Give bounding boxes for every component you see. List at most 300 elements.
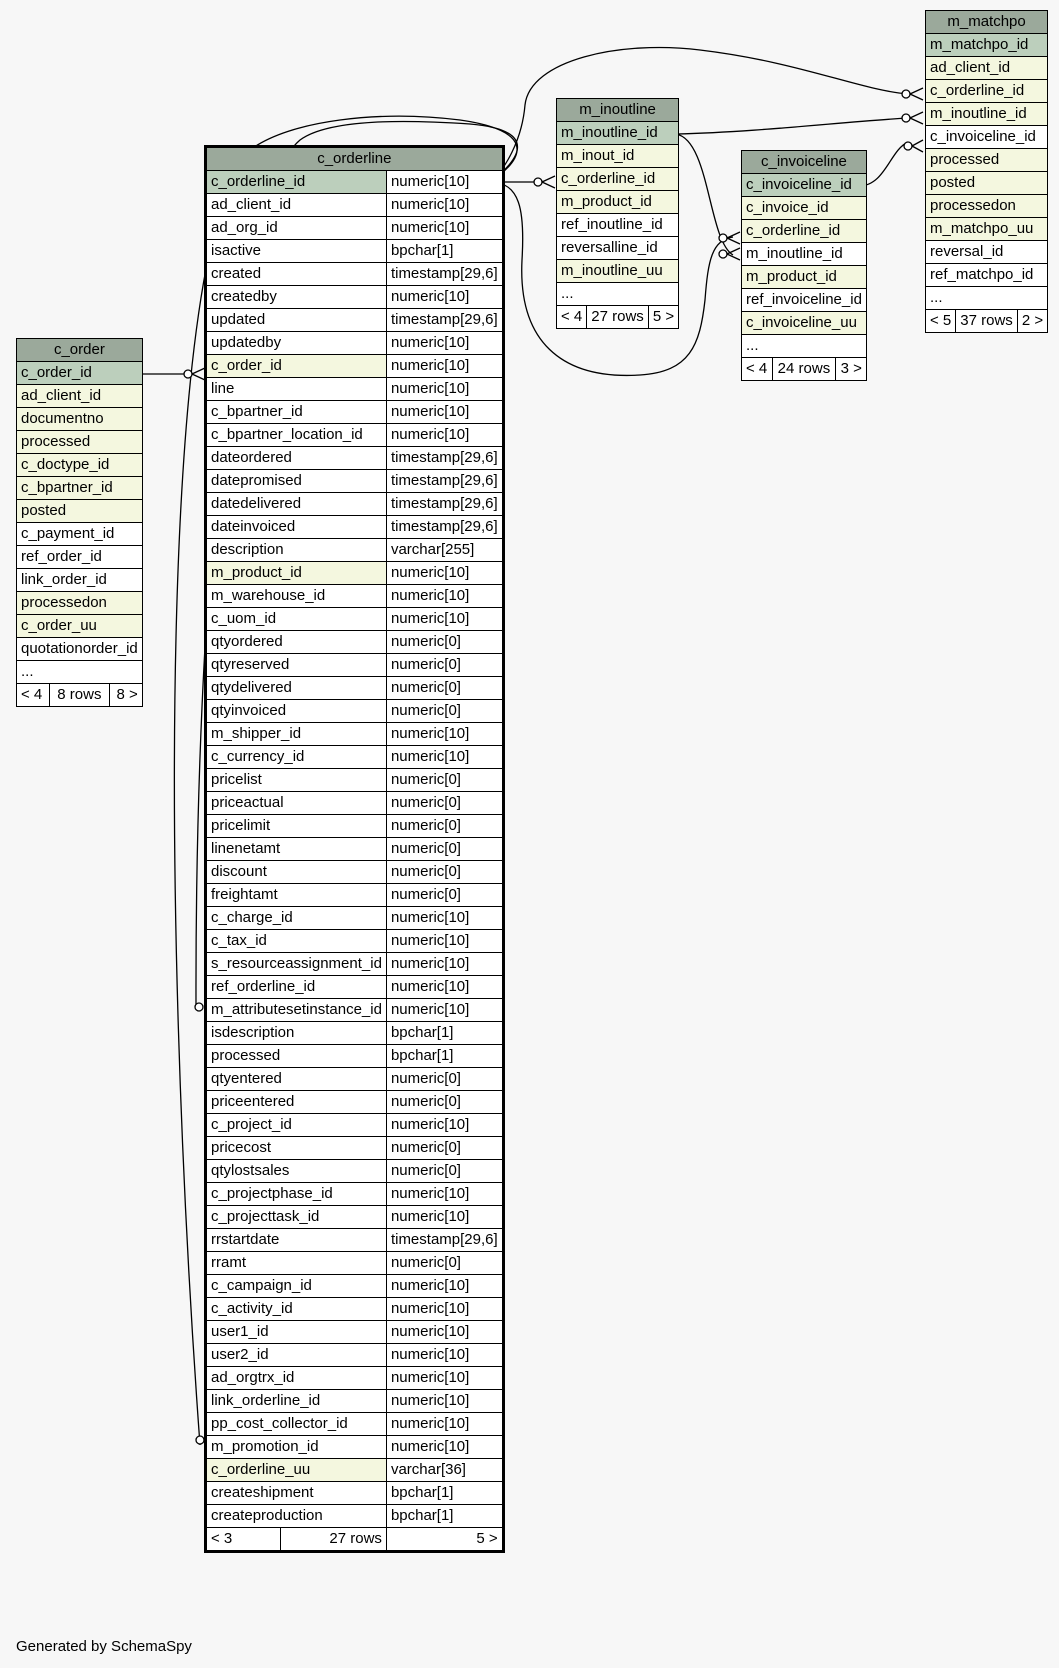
column-name[interactable]: c_order_uu: [17, 615, 143, 638]
children-count[interactable]: 5 >: [648, 306, 678, 329]
column-type[interactable]: numeric[10]: [386, 723, 503, 746]
column-name[interactable]: processed: [206, 1045, 387, 1068]
column-type[interactable]: timestamp[29,6]: [386, 1229, 503, 1252]
column-row[interactable]: [206, 378, 504, 401]
column-row[interactable]: [206, 1482, 504, 1505]
table-header[interactable]: m_inoutline: [557, 99, 679, 122]
column-name[interactable]: c_orderline_id: [926, 80, 1048, 103]
column-row[interactable]: [206, 907, 504, 930]
column-name[interactable]: isdescription: [206, 1022, 387, 1045]
column-name[interactable]: rrstartdate: [206, 1229, 387, 1252]
column-name[interactable]: ...: [17, 661, 143, 684]
column-row[interactable]: [17, 661, 143, 684]
column-name[interactable]: qtyentered: [206, 1068, 387, 1091]
column-type[interactable]: timestamp[29,6]: [386, 309, 503, 332]
column-name[interactable]: m_attributesetinstance_id: [206, 999, 387, 1022]
column-row[interactable]: [742, 312, 867, 335]
column-name[interactable]: qtyordered: [206, 631, 387, 654]
column-row[interactable]: [17, 385, 143, 408]
column-name[interactable]: m_promotion_id: [206, 1436, 387, 1459]
column-name[interactable]: pricelist: [206, 769, 387, 792]
table-footer: [742, 358, 867, 381]
table-footer: [17, 684, 143, 707]
column-row[interactable]: [742, 289, 867, 312]
column-row[interactable]: [206, 838, 504, 861]
column-row[interactable]: [17, 546, 143, 569]
column-row[interactable]: [206, 585, 504, 608]
column-row[interactable]: [926, 195, 1048, 218]
column-row[interactable]: [206, 1344, 504, 1367]
parents-count[interactable]: < 4: [557, 306, 587, 329]
column-type[interactable]: numeric[10]: [386, 999, 503, 1022]
table-c_order[interactable]: [16, 338, 143, 707]
column-row[interactable]: [206, 1022, 504, 1045]
column-name[interactable]: dateinvoiced: [206, 516, 387, 539]
parents-count[interactable]: < 4: [742, 358, 773, 381]
column-type[interactable]: numeric[0]: [386, 700, 503, 723]
column-name[interactable]: pricelimit: [206, 815, 387, 838]
column-type[interactable]: numeric[10]: [386, 746, 503, 769]
column-type[interactable]: numeric[0]: [386, 1160, 503, 1183]
connector-c_invoiceline-c_orderline_id: [719, 234, 727, 242]
column-type[interactable]: numeric[10]: [386, 1321, 503, 1344]
column-row[interactable]: [206, 332, 504, 355]
column-row[interactable]: [206, 240, 504, 263]
column-name[interactable]: ref_invoiceline_id: [742, 289, 867, 312]
column-type[interactable]: numeric[10]: [386, 1206, 503, 1229]
column-row[interactable]: [17, 408, 143, 431]
column-name[interactable]: link_order_id: [17, 569, 143, 592]
column-name[interactable]: c_orderline_uu: [206, 1459, 387, 1482]
column-row[interactable]: [206, 976, 504, 999]
column-row[interactable]: [926, 57, 1048, 80]
row-count[interactable]: 27 rows: [280, 1528, 386, 1552]
column-row[interactable]: [17, 500, 143, 523]
column-type[interactable]: numeric[0]: [386, 654, 503, 677]
column-row[interactable]: [206, 677, 504, 700]
parents-count[interactable]: < 5: [926, 310, 956, 333]
column-row[interactable]: [206, 999, 504, 1022]
column-row[interactable]: [206, 884, 504, 907]
column-name[interactable]: c_campaign_id: [206, 1275, 387, 1298]
column-type[interactable]: numeric[10]: [386, 1183, 503, 1206]
column-name[interactable]: m_inoutline_uu: [557, 260, 679, 283]
column-row[interactable]: [206, 447, 504, 470]
connector-m_matchpo-m_inoutline_id: [902, 114, 910, 122]
column-name[interactable]: ad_client_id: [926, 57, 1048, 80]
column-name[interactable]: datedelivered: [206, 493, 387, 516]
column-type[interactable]: numeric[10]: [386, 1344, 503, 1367]
column-name[interactable]: m_matchpo_id: [926, 34, 1048, 57]
column-type[interactable]: numeric[0]: [386, 1091, 503, 1114]
column-row[interactable]: [17, 615, 143, 638]
column-name[interactable]: c_invoiceline_id: [926, 126, 1048, 149]
parents-count[interactable]: < 3: [206, 1528, 281, 1552]
column-name[interactable]: pp_cost_collector_id: [206, 1413, 387, 1436]
column-name[interactable]: ref_matchpo_id: [926, 264, 1048, 287]
column-name[interactable]: qtyinvoiced: [206, 700, 387, 723]
column-type[interactable]: numeric[0]: [386, 861, 503, 884]
column-type[interactable]: numeric[0]: [386, 884, 503, 907]
column-type[interactable]: numeric[10]: [386, 1275, 503, 1298]
column-type[interactable]: timestamp[29,6]: [386, 447, 503, 470]
column-row[interactable]: [206, 1459, 504, 1482]
column-name[interactable]: ...: [557, 283, 679, 306]
column-type[interactable]: numeric[0]: [386, 677, 503, 700]
column-name[interactable]: c_orderline_id: [206, 171, 387, 194]
column-row[interactable]: [206, 1160, 504, 1183]
column-type[interactable]: varchar[36]: [386, 1459, 503, 1482]
connector-m_inoutline-c_orderline_id: [534, 178, 542, 186]
column-name[interactable]: posted: [926, 172, 1048, 195]
column-name[interactable]: m_inoutline_id: [926, 103, 1048, 126]
connector-c_invoiceline-m_inoutline_id: [719, 250, 727, 258]
column-name[interactable]: c_projectphase_id: [206, 1183, 387, 1206]
column-row[interactable]: [206, 401, 504, 424]
column-type[interactable]: numeric[10]: [386, 608, 503, 631]
column-row[interactable]: [926, 126, 1048, 149]
column-name[interactable]: processed: [926, 149, 1048, 172]
column-row[interactable]: [206, 1390, 504, 1413]
column-name[interactable]: processedon: [926, 195, 1048, 218]
column-name[interactable]: pricecost: [206, 1137, 387, 1160]
row-count[interactable]: 37 rows: [956, 310, 1018, 333]
column-name[interactable]: createdby: [206, 286, 387, 309]
column-name[interactable]: created: [206, 263, 387, 286]
column-name[interactable]: ad_client_id: [17, 385, 143, 408]
column-name[interactable]: ...: [742, 335, 867, 358]
column-name[interactable]: priceactual: [206, 792, 387, 815]
column-row[interactable]: [206, 1436, 504, 1459]
column-name[interactable]: ad_orgtrx_id: [206, 1367, 387, 1390]
column-name[interactable]: c_doctype_id: [17, 454, 143, 477]
column-row[interactable]: [206, 516, 504, 539]
column-type[interactable]: numeric[0]: [386, 769, 503, 792]
column-row[interactable]: [926, 218, 1048, 241]
connector-m_matchpo-c_orderline_id: [902, 90, 910, 98]
column-row[interactable]: [206, 1252, 504, 1275]
column-row[interactable]: [206, 1045, 504, 1068]
column-name[interactable]: datepromised: [206, 470, 387, 493]
column-type[interactable]: numeric[10]: [386, 976, 503, 999]
column-type[interactable]: numeric[10]: [386, 1367, 503, 1390]
column-type[interactable]: numeric[10]: [386, 1390, 503, 1413]
column-name[interactable]: reversalline_id: [557, 237, 679, 260]
column-name[interactable]: c_charge_id: [206, 907, 387, 930]
column-name[interactable]: c_activity_id: [206, 1298, 387, 1321]
table-c_orderline[interactable]: [204, 145, 505, 1553]
column-row[interactable]: [206, 953, 504, 976]
table-header[interactable]: m_matchpo: [926, 11, 1048, 34]
column-name[interactable]: m_inoutline_id: [742, 243, 867, 266]
column-name[interactable]: dateordered: [206, 447, 387, 470]
column-row[interactable]: [206, 930, 504, 953]
column-name[interactable]: qtylostsales: [206, 1160, 387, 1183]
column-name[interactable]: linenetamt: [206, 838, 387, 861]
column-type[interactable]: timestamp[29,6]: [386, 516, 503, 539]
column-type[interactable]: numeric[10]: [386, 562, 503, 585]
column-type[interactable]: numeric[10]: [386, 1298, 503, 1321]
connector-c_orderline-c_order_id: [184, 370, 192, 378]
column-type[interactable]: numeric[10]: [386, 953, 503, 976]
column-type[interactable]: varchar[255]: [386, 539, 503, 562]
column-type[interactable]: numeric[10]: [386, 401, 503, 424]
column-row[interactable]: [557, 168, 679, 191]
column-type[interactable]: numeric[0]: [386, 1252, 503, 1275]
column-row[interactable]: [206, 769, 504, 792]
column-row[interactable]: [17, 454, 143, 477]
column-row[interactable]: [17, 477, 143, 500]
column-name[interactable]: m_warehouse_id: [206, 585, 387, 608]
column-type[interactable]: numeric[10]: [386, 194, 503, 217]
column-type[interactable]: bpchar[1]: [386, 1022, 503, 1045]
column-row[interactable]: [206, 1206, 504, 1229]
column-type[interactable]: numeric[10]: [386, 171, 503, 194]
column-name[interactable]: discount: [206, 861, 387, 884]
column-row[interactable]: [926, 103, 1048, 126]
column-type[interactable]: numeric[0]: [386, 838, 503, 861]
column-row[interactable]: [206, 539, 504, 562]
column-name[interactable]: rramt: [206, 1252, 387, 1275]
column-type[interactable]: numeric[10]: [386, 930, 503, 953]
column-row[interactable]: [206, 1275, 504, 1298]
column-name[interactable]: processedon: [17, 592, 143, 615]
children-count[interactable]: 5 >: [386, 1528, 503, 1552]
column-row[interactable]: [742, 174, 867, 197]
column-name[interactable]: c_uom_id: [206, 608, 387, 631]
column-row[interactable]: [206, 1091, 504, 1114]
column-row[interactable]: [206, 1114, 504, 1137]
column-row[interactable]: [557, 260, 679, 283]
column-name[interactable]: user2_id: [206, 1344, 387, 1367]
column-name[interactable]: c_order_id: [17, 362, 143, 385]
column-row[interactable]: [742, 266, 867, 289]
column-type[interactable]: bpchar[1]: [386, 1045, 503, 1068]
column-row[interactable]: [926, 264, 1048, 287]
column-name[interactable]: c_projecttask_id: [206, 1206, 387, 1229]
column-type[interactable]: numeric[10]: [386, 378, 503, 401]
connector-link_orderline_id: [196, 1436, 204, 1444]
column-row[interactable]: [206, 1321, 504, 1344]
column-name[interactable]: c_project_id: [206, 1114, 387, 1137]
column-name[interactable]: c_order_id: [206, 355, 387, 378]
column-name[interactable]: qtydelivered: [206, 677, 387, 700]
column-name[interactable]: processed: [17, 431, 143, 454]
column-row[interactable]: [206, 1505, 504, 1528]
column-row[interactable]: [557, 122, 679, 145]
table-footer: [206, 1528, 504, 1552]
column-type[interactable]: numeric[10]: [386, 585, 503, 608]
column-row[interactable]: [206, 355, 504, 378]
column-type[interactable]: numeric[0]: [386, 792, 503, 815]
column-name[interactable]: qtyreserved: [206, 654, 387, 677]
column-name[interactable]: priceentered: [206, 1091, 387, 1114]
column-row[interactable]: [206, 194, 504, 217]
column-name[interactable]: createshipment: [206, 1482, 387, 1505]
table-m_matchpo[interactable]: [925, 10, 1048, 333]
table-footer: [926, 310, 1048, 333]
column-row[interactable]: [17, 638, 143, 661]
row-count[interactable]: 24 rows: [772, 358, 835, 381]
column-name[interactable]: ...: [926, 287, 1048, 310]
column-row[interactable]: [206, 217, 504, 240]
column-name[interactable]: freightamt: [206, 884, 387, 907]
children-count[interactable]: 3 >: [835, 358, 866, 381]
row-count[interactable]: 8 rows: [49, 684, 109, 707]
column-name[interactable]: c_orderline_id: [742, 220, 867, 243]
column-row[interactable]: [557, 214, 679, 237]
column-row[interactable]: [206, 1137, 504, 1160]
table-m_inoutline[interactable]: [556, 98, 679, 329]
column-row[interactable]: [926, 287, 1048, 310]
column-row[interactable]: [206, 815, 504, 838]
column-row[interactable]: [206, 424, 504, 447]
column-name[interactable]: m_product_id: [742, 266, 867, 289]
column-name[interactable]: c_payment_id: [17, 523, 143, 546]
column-name[interactable]: c_currency_id: [206, 746, 387, 769]
column-row[interactable]: [926, 34, 1048, 57]
column-type[interactable]: numeric[10]: [386, 424, 503, 447]
column-name[interactable]: user1_id: [206, 1321, 387, 1344]
column-name[interactable]: c_tax_id: [206, 930, 387, 953]
table-header[interactable]: c_invoiceline: [742, 151, 867, 174]
column-name[interactable]: documentno: [17, 408, 143, 431]
column-row[interactable]: [206, 631, 504, 654]
table-header[interactable]: c_orderline: [206, 147, 504, 171]
column-name[interactable]: c_orderline_id: [557, 168, 679, 191]
row-count[interactable]: 27 rows: [587, 306, 649, 329]
column-row[interactable]: [926, 172, 1048, 195]
column-name[interactable]: posted: [17, 500, 143, 523]
column-type[interactable]: numeric[0]: [386, 1137, 503, 1160]
column-row[interactable]: [206, 654, 504, 677]
column-type[interactable]: timestamp[29,6]: [386, 263, 503, 286]
column-type[interactable]: numeric[10]: [386, 1436, 503, 1459]
column-name[interactable]: ad_org_id: [206, 217, 387, 240]
column-row[interactable]: [206, 1229, 504, 1252]
column-row[interactable]: [206, 286, 504, 309]
column-name[interactable]: c_invoiceline_uu: [742, 312, 867, 335]
column-row[interactable]: [557, 237, 679, 260]
column-row[interactable]: [206, 700, 504, 723]
children-count[interactable]: 8 >: [110, 684, 143, 707]
column-row[interactable]: [206, 493, 504, 516]
table-c_invoiceline[interactable]: [741, 150, 867, 381]
column-name[interactable]: m_inoutline_id: [557, 122, 679, 145]
column-name[interactable]: description: [206, 539, 387, 562]
column-type[interactable]: bpchar[1]: [386, 1482, 503, 1505]
column-row[interactable]: [206, 470, 504, 493]
column-type[interactable]: numeric[0]: [386, 815, 503, 838]
column-row[interactable]: [206, 746, 504, 769]
column-type[interactable]: numeric[10]: [386, 217, 503, 240]
column-name[interactable]: c_bpartner_location_id: [206, 424, 387, 447]
column-row[interactable]: [17, 431, 143, 454]
column-type[interactable]: numeric[10]: [386, 332, 503, 355]
column-name[interactable]: c_bpartner_id: [206, 401, 387, 424]
column-row[interactable]: [17, 592, 143, 615]
column-row[interactable]: [206, 1367, 504, 1390]
column-type[interactable]: bpchar[1]: [386, 240, 503, 263]
table-header[interactable]: c_order: [17, 339, 143, 362]
column-row[interactable]: [557, 283, 679, 306]
column-name[interactable]: isactive: [206, 240, 387, 263]
column-type[interactable]: numeric[0]: [386, 1068, 503, 1091]
column-name[interactable]: ad_client_id: [206, 194, 387, 217]
column-name[interactable]: m_product_id: [557, 191, 679, 214]
column-row[interactable]: [17, 523, 143, 546]
link-m_inoutline-m_matchpo: [676, 118, 908, 134]
column-row[interactable]: [17, 569, 143, 592]
column-type[interactable]: numeric[10]: [386, 1413, 503, 1436]
column-type[interactable]: bpchar[1]: [386, 1505, 503, 1528]
column-name[interactable]: line: [206, 378, 387, 401]
column-name[interactable]: m_matchpo_uu: [926, 218, 1048, 241]
column-row[interactable]: [742, 197, 867, 220]
column-type[interactable]: numeric[10]: [386, 1114, 503, 1137]
column-type[interactable]: numeric[0]: [386, 631, 503, 654]
column-row[interactable]: [206, 861, 504, 884]
column-name[interactable]: updatedby: [206, 332, 387, 355]
column-name[interactable]: c_bpartner_id: [17, 477, 143, 500]
column-name[interactable]: link_orderline_id: [206, 1390, 387, 1413]
column-row[interactable]: [17, 362, 143, 385]
column-row[interactable]: [206, 608, 504, 631]
column-row[interactable]: [206, 1298, 504, 1321]
column-row[interactable]: [742, 243, 867, 266]
column-row[interactable]: [557, 191, 679, 214]
column-name[interactable]: m_product_id: [206, 562, 387, 585]
column-name[interactable]: createproduction: [206, 1505, 387, 1528]
column-row[interactable]: [742, 220, 867, 243]
parents-count[interactable]: < 4: [17, 684, 50, 707]
column-name[interactable]: updated: [206, 309, 387, 332]
column-name[interactable]: quotationorder_id: [17, 638, 143, 661]
column-row[interactable]: [557, 145, 679, 168]
column-row[interactable]: [206, 263, 504, 286]
column-name[interactable]: c_invoice_id: [742, 197, 867, 220]
column-row[interactable]: [742, 335, 867, 358]
column-name[interactable]: s_resourceassignment_id: [206, 953, 387, 976]
column-row[interactable]: [206, 792, 504, 815]
column-type[interactable]: numeric[10]: [386, 286, 503, 309]
column-row[interactable]: [206, 723, 504, 746]
column-type[interactable]: timestamp[29,6]: [386, 470, 503, 493]
column-row[interactable]: [206, 1413, 504, 1436]
column-row[interactable]: [926, 149, 1048, 172]
column-row[interactable]: [206, 309, 504, 332]
column-type[interactable]: numeric[10]: [386, 355, 503, 378]
column-name[interactable]: reversal_id: [926, 241, 1048, 264]
children-count[interactable]: 2 >: [1017, 310, 1047, 333]
column-row[interactable]: [926, 80, 1048, 103]
column-type[interactable]: numeric[10]: [386, 907, 503, 930]
generated-by-footer: Generated by SchemaSpy: [16, 1638, 192, 1655]
connector-m_matchpo-c_invoiceline_id: [904, 142, 912, 150]
column-name[interactable]: ref_orderline_id: [206, 976, 387, 999]
column-row[interactable]: [206, 562, 504, 585]
column-name[interactable]: ref_order_id: [17, 546, 143, 569]
column-name[interactable]: m_shipper_id: [206, 723, 387, 746]
column-row[interactable]: [206, 1068, 504, 1091]
column-row[interactable]: [926, 241, 1048, 264]
column-row[interactable]: [206, 171, 504, 194]
column-row[interactable]: [206, 1183, 504, 1206]
column-type[interactable]: timestamp[29,6]: [386, 493, 503, 516]
column-name[interactable]: c_invoiceline_id: [742, 174, 867, 197]
column-name[interactable]: m_inout_id: [557, 145, 679, 168]
column-name[interactable]: ref_inoutline_id: [557, 214, 679, 237]
